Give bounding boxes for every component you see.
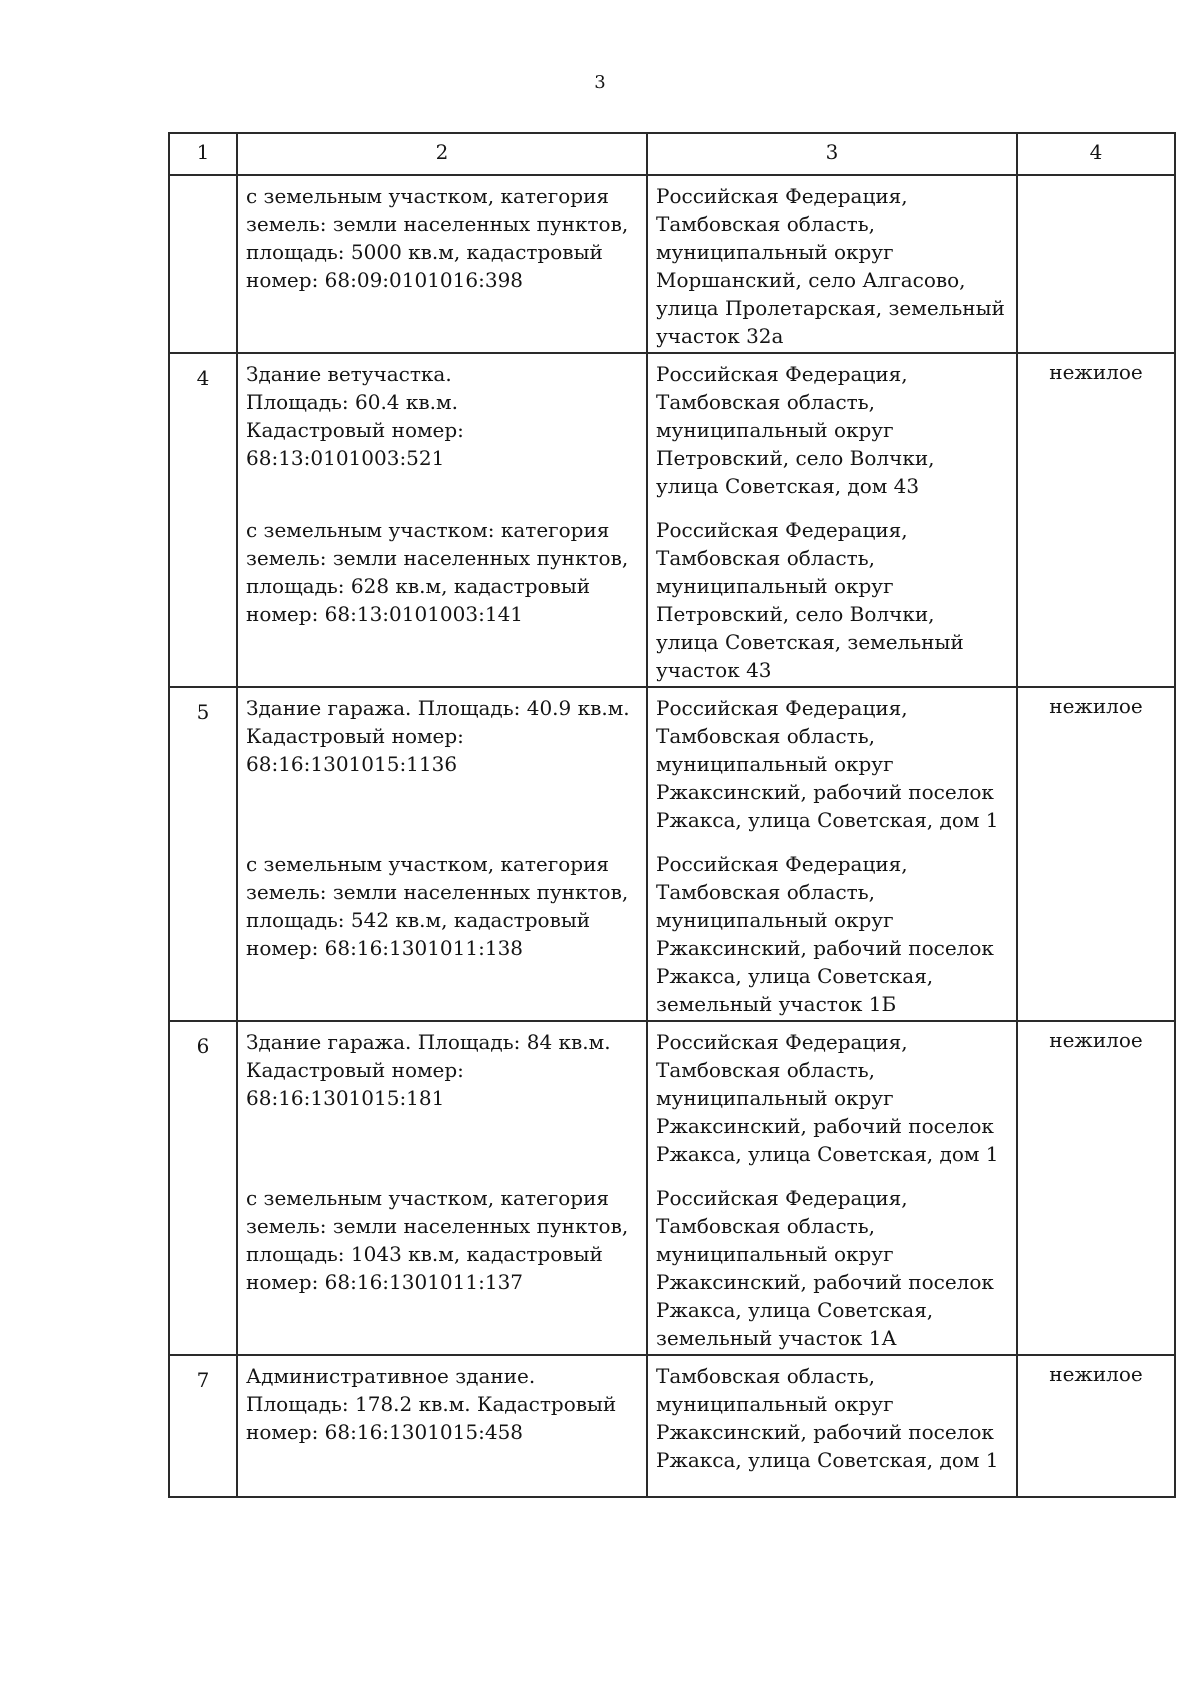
description-text: Административное здание. Площадь: 178.2 кв.м. Кадастровый номер: 68:16:1301015:458 xyxy=(246,1364,617,1444)
page-number: 3 xyxy=(594,72,606,93)
table-row xyxy=(169,1355,1175,1497)
row-number: 7 xyxy=(169,1355,237,1497)
property-description xyxy=(237,1021,647,1355)
land-plot-text: с земельным участком, категория земель: земли населенных пунктов, площадь: 1043 кв.м, кадастровый номер: 68:16:1301011:137 xyxy=(246,1186,629,1294)
property-address xyxy=(647,687,1017,1021)
building-address: Российская Федерация, Тамбовская область, муниципальный округ Петровский, село Волчки, улица Советская, дом 43 xyxy=(656,362,935,498)
header-col-2: 2 xyxy=(237,133,647,175)
building-text: Здание ветучастка. Площадь: 60.4 кв.м. Кадастровый номер: 68:13:0101003:521 xyxy=(246,362,464,470)
address-text: Тамбовская область, муниципальный округ Ржаксинский, рабочий поселок Ржакса, улица Советская, дом 1 xyxy=(656,1364,999,1472)
property-type: нежилое xyxy=(1017,687,1175,1021)
table-row xyxy=(169,1021,1175,1355)
property-address xyxy=(647,175,1017,353)
table-row xyxy=(169,353,1175,687)
property-description xyxy=(237,1355,647,1497)
building-text: Здание гаража. Площадь: 40.9 кв.м. Кадастровый номер: 68:16:1301015:1136 xyxy=(246,696,630,776)
property-description xyxy=(237,687,647,1021)
property-type: нежилое xyxy=(1017,1355,1175,1497)
property-type: нежилое xyxy=(1017,353,1175,687)
row-number: 6 xyxy=(169,1021,237,1355)
property-description xyxy=(237,175,647,353)
land-plot-address: Российская Федерация, Тамбовская область, муниципальный округ Ржаксинский, рабочий поселок Ржакса, улица Советская, земельный участок 1А xyxy=(656,1186,994,1350)
header-col-1: 1 xyxy=(169,133,237,175)
header-col-3: 3 xyxy=(647,133,1017,175)
row-number xyxy=(169,175,237,353)
property-description xyxy=(237,353,647,687)
row-number: 4 xyxy=(169,353,237,687)
address-text: Российская Федерация, Тамбовская область, муниципальный округ Моршанский, село Алгасово, улица Пролетарская, земельный участок 32а xyxy=(656,184,1005,348)
property-address xyxy=(647,1355,1017,1497)
building-address: Российская Федерация, Тамбовская область, муниципальный округ Ржаксинский, рабочий поселок Ржакса, улица Советская, дом 1 xyxy=(656,696,999,832)
land-plot-text: с земельным участком, категория земель: земли населенных пунктов, площадь: 542 кв.м, кадастровый номер: 68:16:1301011:138 xyxy=(246,852,629,960)
property-type xyxy=(1017,175,1175,353)
land-plot-address: Российская Федерация, Тамбовская область, муниципальный округ Петровский, село Волчки, улица Советская, земельный участок 43 xyxy=(656,518,964,682)
table-row xyxy=(169,175,1175,353)
property-type: нежилое xyxy=(1017,1021,1175,1355)
land-plot-address: Российская Федерация, Тамбовская область, муниципальный округ Ржаксинский, рабочий поселок Ржакса, улица Советская, земельный участок 1Б xyxy=(656,852,994,1016)
description-text: с земельным участком, категория земель: земли населенных пунктов, площадь: 5000 кв.м, кадастровый номер: 68:09:0101016:398 xyxy=(246,184,629,292)
property-address xyxy=(647,353,1017,687)
header-col-4: 4 xyxy=(1017,133,1175,175)
header-row xyxy=(169,133,1175,175)
property-table xyxy=(168,132,1176,1498)
table-row xyxy=(169,687,1175,1021)
building-text: Здание гаража. Площадь: 84 кв.м. Кадастровый номер: 68:16:1301015:181 xyxy=(246,1030,611,1110)
building-address: Российская Федерация, Тамбовская область, муниципальный округ Ржаксинский, рабочий поселок Ржакса, улица Советская, дом 1 xyxy=(656,1030,999,1166)
property-address xyxy=(647,1021,1017,1355)
row-number: 5 xyxy=(169,687,237,1021)
land-plot-text: с земельным участком: категория земель: земли населенных пунктов, площадь: 628 кв.м, кадастровый номер: 68:13:0101003:141 xyxy=(246,518,629,626)
